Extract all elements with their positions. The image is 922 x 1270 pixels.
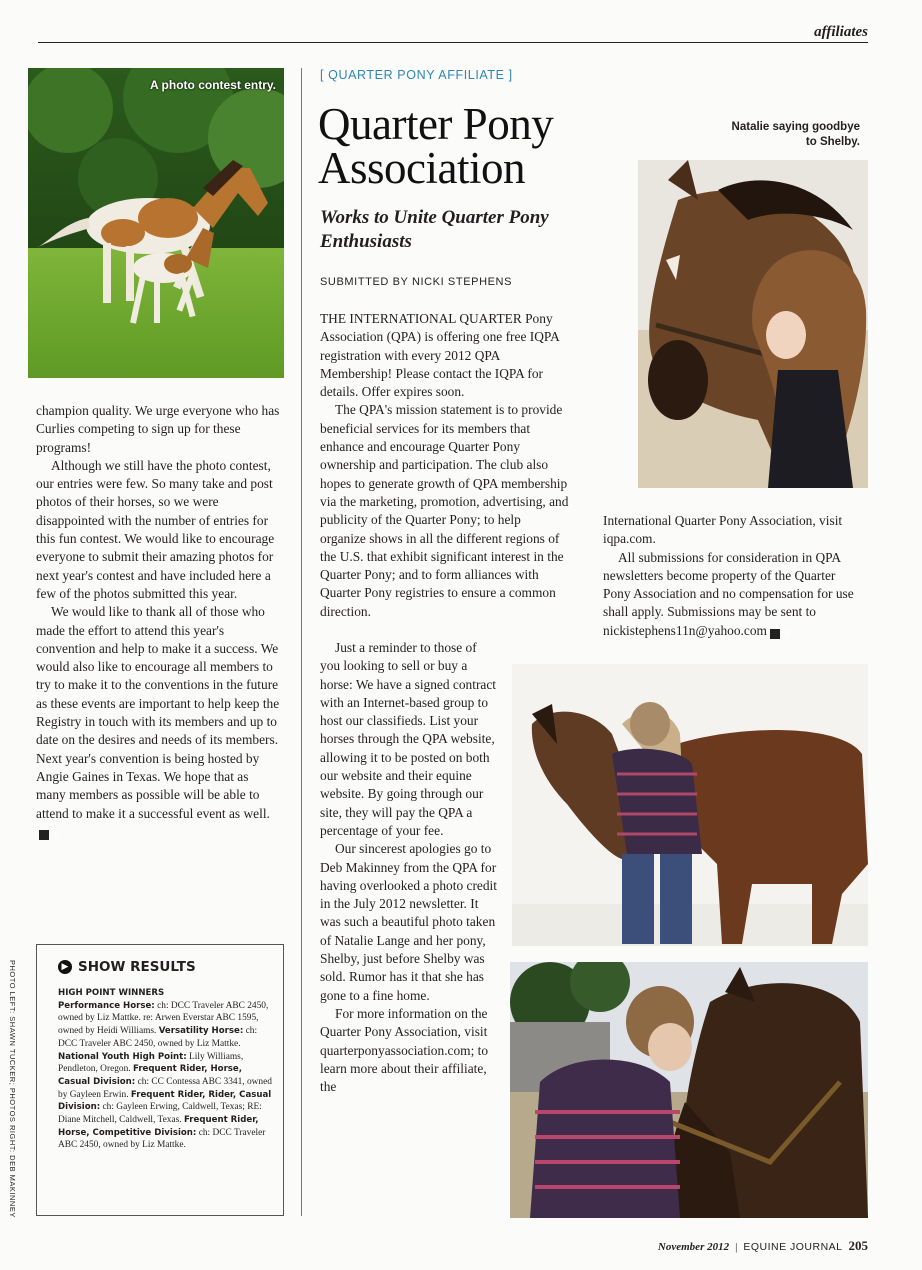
result-text: ch: Gayleen Erwing, Caldwell, Texas; RE: Diane Mitchell, Caldwell, Texas.	[58, 1102, 262, 1126]
paragraph-text: We would like to thank all of those who made the effort to attend this year's convention and help to make it a success. We would also like to encourage all members to try to make it to the conventions in the future as these events are important to help keep the Registry in touch with its members and up to date on the desires and needs of its members. Next year's convention is being hosted by Angie Gaines in Texas. We hope that as many members as possible will be able to attend to make it a successful event as well.	[36, 604, 280, 821]
result-label: Frequent Rider, Horse, Casual Division:	[58, 1064, 243, 1087]
result-label: Frequent Rider, Horse, Competitive Division:	[58, 1115, 259, 1138]
section-label: affiliates	[814, 24, 868, 40]
show-results-heading	[58, 959, 273, 975]
end-mark-icon: E	[39, 830, 49, 840]
paragraph	[603, 549, 855, 640]
article-body-continued	[603, 512, 855, 640]
left-column-text	[36, 402, 280, 841]
article-title: Quarter Pony Association	[318, 99, 554, 193]
show-results-title: SHOW RESULTS	[78, 959, 196, 975]
results-list	[58, 1000, 273, 1152]
show-results-box	[36, 944, 284, 1216]
footer-separator: |	[735, 1241, 738, 1253]
result-text: ch: DCC Traveler ABC 2450, owned by Liz Mattke.	[58, 1026, 258, 1049]
result-text: ch: DCC Traveler ABC 2450, owned by Liz Mattke. re: Arwen Everstar ABC 1595, owned by Heidi Williams.	[58, 1000, 269, 1037]
woman-nuzzling-horse-image	[510, 962, 868, 1218]
article-subtitle: Works to Unite Quarter Pony Enthusiasts	[320, 207, 549, 252]
paragraph: champion quality. We urge everyone who has Curlies competing to sign up for these programs!	[36, 403, 280, 455]
issue-date: November 2012	[657, 1241, 730, 1253]
natalie-and-shelby-image	[638, 160, 868, 488]
result-text: ch: DCC Traveler ABC 2450, owned by Liz Mattke.	[58, 1127, 266, 1151]
result-label: National Youth High Point:	[58, 1051, 187, 1062]
paragraph: The QPA's mission statement is to provide beneficial services for its members that enhance and encourage Quarter Pony ownership and participation. The club also hopes to generate growth of QPA membership via the marketing, promotion, advertising, and publicity of the Quarter Pony; to help organize shows in all the different regions of the U.S. that exhibit significant interest in the Quarter Pony; and to form alliances with Quarter Pony registries to ensure a common direction.	[320, 402, 569, 619]
photo-contest-entry-image	[28, 68, 284, 378]
photo-credit: PHOTO LEFT: SHAWN TUCKER; PHOTOS RIGHT: DEB MAKINNEY	[8, 960, 17, 1218]
magazine-name: EQUINE JOURNAL	[743, 1241, 843, 1253]
paragraph-text: All submissions for consideration in QPA newsletters become property of the Quarter Pony Association and no compensation for use shall apply. Submissions may be sent to nickistephens11n@yahoo.com	[603, 549, 854, 638]
photo-caption: A photo contest entry.	[150, 78, 276, 92]
paragraph: Our sincerest apologies go to Deb Makinney from the QPA for having overlooked a photo credit in the July 2012 newsletter. It was such a beautiful photo taken of Natalie Lange and her pony, Shelby, just before Shelby was sold. Rumor has it that she has gone to a fine home.	[320, 841, 498, 1003]
article-body-upper	[320, 310, 570, 621]
paragraph: Just a reminder to those of you looking to sell or buy a horse: We have a signed contract with an Internet-based group to host our classifieds. List your horses through the QPA website, allowing it to be posted on both our website and their equine website. By going through our site, they will pay the QPA a percentage of your fee.	[320, 640, 497, 838]
result-text: Lily Williams, Pendleton, Oregon.	[58, 1051, 244, 1075]
paragraph: THE INTERNATIONAL QUARTER Pony Association (QPA) is offering one free IQPA registration with every 2012 QPA Membership! Please contact the IQPA for details. Offer expires soon.	[320, 311, 560, 400]
high-point-subheading: HIGH POINT WINNERS	[58, 988, 165, 998]
woman-with-horse-image	[512, 664, 868, 946]
header-rule	[38, 42, 868, 43]
result-text: ch: CC Contessa ABC 3341, owned by Gayleen Erwin.	[58, 1076, 272, 1100]
paragraph: International Quarter Pony Association, visit iqpa.com.	[603, 513, 843, 547]
paragraph	[36, 603, 280, 841]
natalie-caption: Natalie saying goodbye to Shelby.	[731, 121, 860, 148]
affiliate-tag: [ QUARTER PONY AFFILIATE ]	[320, 68, 513, 82]
column-divider	[301, 68, 302, 1216]
paragraph: For more information on the Quarter Pony Association, visit quarterponyassociation.com; to learn more about their affiliate, the	[320, 1005, 489, 1095]
result-label: Frequent Rider, Rider, Casual Division:	[58, 1089, 272, 1113]
result-label: Versatility Horse:	[158, 1026, 244, 1037]
show-results-body	[58, 987, 273, 1152]
article-body-lower	[320, 639, 500, 1096]
article-byline: SUBMITTED BY NICKI STEPHENS	[320, 276, 513, 288]
paragraph: Although we still have the photo contest, our entries were few. So many take and post photos of their horses, so we were disappointed with the number of entries for this fun contest. We would like to encourage everyone to submit their amazing photos for next year's contest and have included here a few of the photos submitted this year.	[36, 457, 275, 601]
end-mark-icon: E	[770, 629, 780, 639]
page-number: 205	[848, 1238, 868, 1253]
result-label: Performance Horse:	[58, 1000, 155, 1011]
arrow-circle-icon: ▶	[58, 960, 72, 974]
page-footer	[658, 1238, 868, 1254]
